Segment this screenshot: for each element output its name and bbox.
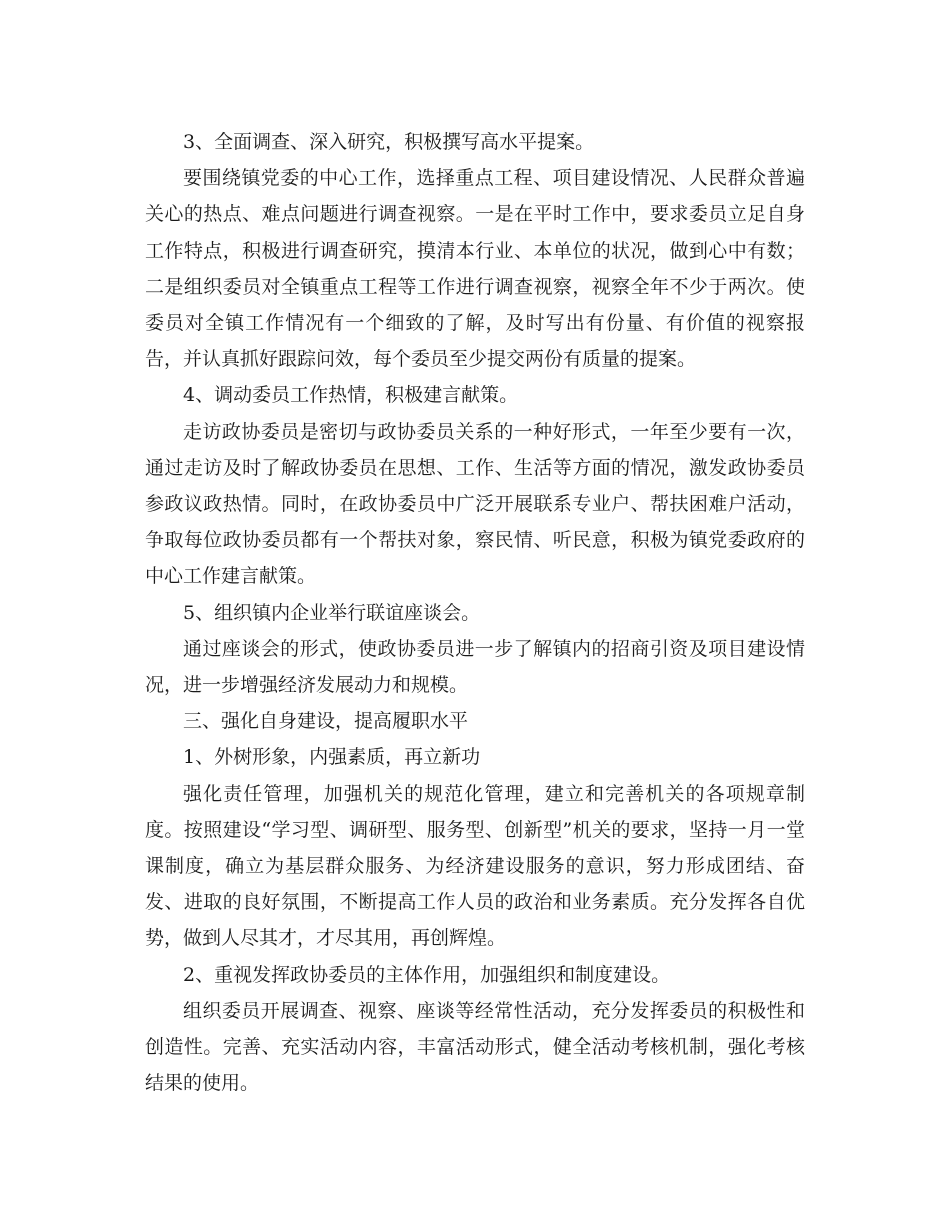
body-paragraph: 强化责任管理，加强机关的规范化管理，建立和完善机关的各项规章制度。按照建设“学习型、调研型、服务型、创新型”机关的要求，坚持一月一堂课制度，确立为基层群众服务、为经济建设服务的意识，努力形成团结、奋发、进取的良好氛围，不断提高工作人员的政治和业务素质。充分发挥各自优势，做到人尽其才，才尽其用，再创辉煌。: [145, 782, 805, 950]
heading-item-2: 2、重视发挥政协委员的主体作用，加强组织和制度建设。: [183, 963, 671, 986]
body-paragraph: 走访政协委员是密切与政协委员关系的一种好形式，一年至少要有一次，通过走访及时了解政协委员在思想、工作、生活等方面的情况，激发政协委员参政议政热情。同时，在政协委员中广泛开展联系专业户、帮扶困难户活动，争取每位政协委员都有一个帮扶对象，察民情、听民意，积极为镇党委政府的中心工作建言献策。: [145, 420, 805, 588]
body-paragraph: 组织委员开展调查、视察、座谈等经常性活动，充分发挥委员的积极性和创造性。完善、充实活动内容，丰富活动形式，健全活动考核机制，强化考核结果的使用。: [145, 999, 805, 1095]
section-heading: 三、强化自身建设，提高履职水平: [183, 710, 469, 733]
body-paragraph: 通过座谈会的形式，使政协委员进一步了解镇内的招商引资及项目建设情况，进一步增强经济发展动力和规模。: [145, 637, 805, 697]
document-body: [145, 124, 805, 1101]
heading-item-4: 4、调动委员工作热情，积极建言献策。: [183, 384, 519, 407]
body-paragraph: 要围绕镇党委的中心工作，选择重点工程、项目建设情况、人民群众普遍关心的热点、难点问题进行调查视察。一是在平时工作中，要求委员立足自身工作特点，积极进行调查研究，摸清本行业、本单位的状况，做到心中有数；二是组织委员对全镇重点工程等工作进行调查视察，视察全年不少于两次。使委员对全镇工作情况有一个细致的了解，及时写出有份量、有价值的视察报告，并认真抓好跟踪问效，每个委员至少提交两份有质量的提案。: [145, 167, 805, 371]
heading-item-3: 3、全面调查、深入研究，积极撰写高水平提案。: [183, 131, 595, 153]
heading-item-5: 5、组织镇内企业举行联谊座谈会。: [183, 601, 481, 624]
heading-item-1: 1、外树形象，内强素质，再立新功: [183, 746, 481, 769]
